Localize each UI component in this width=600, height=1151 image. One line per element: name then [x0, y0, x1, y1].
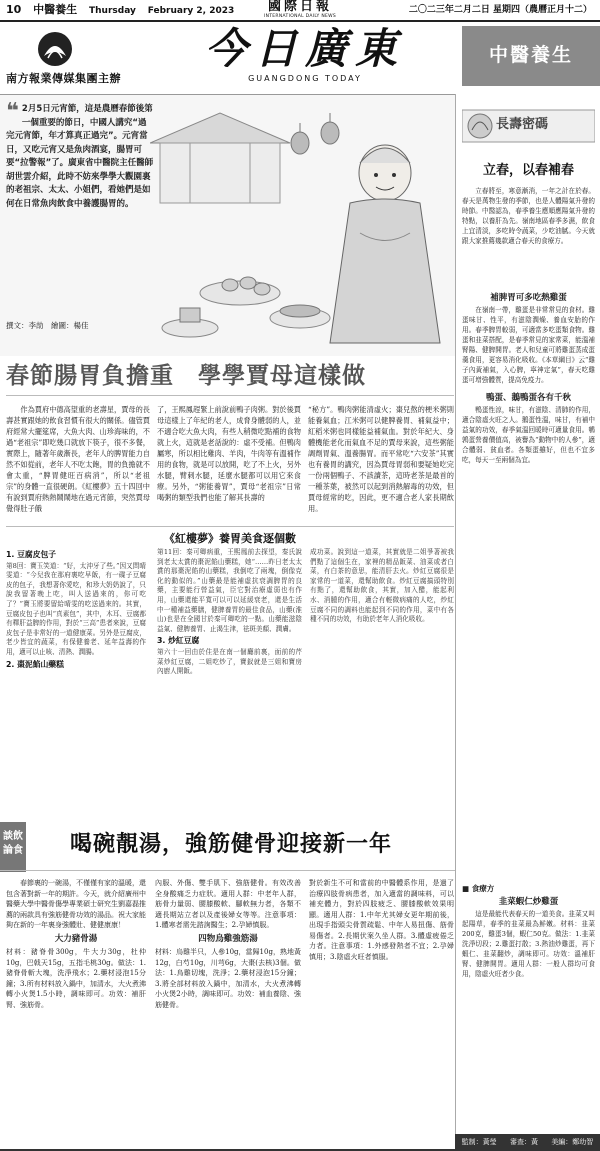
weekday: Thursday — [89, 6, 136, 16]
sidebar-label-3-text: 食療方 — [471, 884, 495, 893]
hlm-col-2-text: 第11回：秦可卿病重，王熙鳳前去探望，秦氏說到老太太賞的棗泥餡山藥糕，她“……昨日老太太賞的那棗泥餡的山藥糕，我倒吃了兩塊，倒像克化的動似的。”山藥最是能補虛抗衰調脾胃的良藥，主要能行營益氣，臣它對治療虛弱也有作用，山藥還能平寬可以可以延緩衰老，還是生活中一種補益藥膳，健脾養胃的最佳食品，山藥(淮山)也是在全國甘於秦可卿吃的一點。山藥能滋陰益氣、健脾養胃、止渴生津，祛斑美顏、潤膚。 — [157, 548, 302, 633]
hlm-sub-3: 3. 炒紅豆腐 — [157, 636, 200, 646]
soup-col-3-text: 對於新生不可和當前的中醫體系作用，是過了治療四肢骨病患者，加入適當的調味料，可以補充體力，對於四肢疲乏、腰膝酸軟效果明顯。適用人群：1.中年尤其婦女更年期前後，出現手指頭尖骨質疏鬆、中年人易扭傷、筋骨易傷者。2.長期伏案久坐人群。3.體虛疲倦乏力者。注意事項：1.外感發熱者不宜；2.孕婦慎用；3.陰虛火旺者慎服。 — [309, 879, 454, 961]
sidebar — [455, 94, 600, 1134]
footer-checker: 審查：黃 — [509, 1137, 538, 1146]
logo-text: 南方報業傳媒集團主辦 — [6, 72, 121, 85]
sidebar-body-1: 在嶺南一帶，雞蛋是非常常見的食材。雞蛋味甘、性平，有滋陰潤燥、養血安胎的作用。春季脾胃較弱，可適當多吃蛋類食物。雞蛋和韭菜搭配，是春季常見的家常菜，能溫補腎陽、健脾開胃。老人和兒童可將雞蛋蒸成蛋羹食用，更容易消化吸收。《本草綱目》云“雞子內黃補氣，入心脾，寧神定氣”，春天吃雞蛋可增強體質，提高免疫力。 — [462, 306, 595, 384]
section-box: 中醫養生 — [462, 26, 600, 86]
newspaper-logo-icon — [22, 30, 88, 68]
soup-label: 談飲論食 — [0, 822, 26, 872]
hlm-sub-2: 2. 棗泥餡山藥糕 — [6, 659, 64, 669]
sidebar-sub-2: 鴨蛋、鵝鴨蛋各有千秋 — [485, 393, 571, 403]
soup-col-2 — [155, 878, 301, 1143]
sidebar-section-1 — [462, 290, 595, 610]
hlm-col-2b-text: 第六十一回由於住是在南一個廳前裏，面前的芹菜炒紅豆腐，二姐吃炒了，寶釵就是三姐和寶房內廚人開飯。 — [157, 647, 302, 676]
masthead-cn: 國際日報 — [267, 0, 332, 14]
hlm-col-3-text: 成功菜。說到這一道菜，其實就是二姐爭著被我們點了這個生在，家裡的精品飯菜、油菜或者白菜，有白茶的意思，能清肝去火。炒紅豆腐很是家常的一道菜，還幫助飲食。炒紅豆腐搞頭特別有點了，還幫助飲食，其實，加入醋，能起利水、消腫的作用，適合有輕微病痛的人吃，炒紅豆腐不同的調料也能起到不同的作用，菜中有各種不同的功效，有助於老年人消化吸收。 — [310, 548, 454, 624]
recipe-1-title: 大力豬骨湯 — [54, 933, 98, 944]
quote-icon: ❝ — [6, 99, 19, 124]
hlm-col-3 — [310, 548, 454, 818]
sidebar-body-3: 這是最能代表春天的一道美食。韭菜又叫起陽草，春季的韭菜最為鮮嫩。材料：韭菜200克，雞蛋3個，蝦仁50克。做法：1.韭菜洗淨切段；2.雞蛋打散；3.熱油炒雞蛋，再下蝦仁、韭菜翻炒，調味即可。功效：溫補肝腎、健脾開胃。適用人群：一般人群均可食用，陰虛火旺者少食。 — [462, 910, 595, 978]
hlm-col-2 — [157, 548, 302, 818]
grandmother-illustration-icon — [150, 103, 450, 348]
main-col-1 — [6, 404, 150, 522]
main-col-3-text: “秘方”。鴨肉粥能清虛火；棗兒熬的梗米粥則能養氣血；江米粥可以健脾養胃、補氣益中；紅稻米粥也同樣能益補氣血。對於年紀大、身體機能老化而氣血不足的賈母來說，這些粥能調劑胃氣、溫養腸胃。而平常吃“六安茶”其實也有養胃的講究，因為賈母胃弱和要疑她吃完一份兩個鴨子、不該讀茶，這時老茶是最首的一種茶葉，被然可以起到消熱解毒的功效，但賈母經常的吃，因此，更不適合老人家長期飲用。 — [308, 405, 454, 513]
sidebar-sub-3: 韭菜蝦仁炒雞蛋 — [498, 897, 559, 907]
masthead — [250, 0, 350, 20]
date-en: February 2, 2023 — [147, 6, 235, 16]
hlm-title: 《紅樓夢》養胃美食逐個數 — [6, 526, 454, 547]
soup-headline: 喝碗靚湯，強筋健骨迎接新一年 — [70, 831, 393, 857]
main-col-2-text: 了，王熙鳳趕緊上前說前鴨子肉粥。對於後賈母這樣上了年紀的老人，成脅身體弱的人，並不適合吃大魚大肉，有些人稍微吃點補的食物就上火，這就是老話說的：虛不受補。但鴨肉屬寒，所以相比雞肉、羊肉，牛肉等有溫補作用的食物，就是可以放開，吃了不上火，另外水腿，臂刺水腿，延麼水腿都可以用它來食療。另外，“粥能養胃”，賈母“老祖宗”日常喝粥的類型我們也能了解其長壽的 — [157, 405, 301, 502]
brand-title — [170, 22, 440, 92]
footer-proof: 美編：鄭幼智 — [551, 1137, 594, 1146]
page-number: 10 — [6, 3, 22, 16]
brand-name: 今日廣東 — [204, 24, 405, 73]
recipe-2-title: 四物烏雞強筋湯 — [198, 933, 258, 944]
recipe-2-body: 材料：烏雞半只，人參10g，當歸10g，熟地黃12g，白芍10g，川芎6g，大棗(去核)3個。做法：1.烏雞切塊，洗淨；2.藥材浸泡15分鐘；3.將全部材料放入鍋中，加清水，大火煮沸轉小火煲2小時，調味即可。功效：補血養陰、強筋健骨。 — [155, 948, 301, 1009]
divider — [0, 870, 455, 871]
sidebar-title: 立春，以春補春 — [482, 163, 574, 178]
page-info — [6, 3, 242, 18]
hero-lead-text: 2月5日元宵節，這是農曆春節後第一個重要的節日，中國人講究“過完元宵節，年才算真正過完”。元宵當日，又吃元宵又是魚肉酒宴，腸胃可要“拉警報”了。廣東省中醫院主任醫師胡世雲介紹，此時不妨來學學大觀園裏的老祖宗、太太、小姐們，看她們是如何在日常魚肉飲食中養護腸胃的。 — [6, 104, 154, 209]
hero-lead — [6, 99, 154, 211]
soup-col-2-text: 內服、外傷、雙手肌下、強筋健骨。有效改善全身酸痛乏力症狀。適用人群：中老年人群，筋骨力量弱、腰膝酸軟、腳軟無力者，各類不適長期站立者以及產後婦女等等。注意事項：1.體寒者需先諮詢醫生；2.孕婦慎服。 — [155, 879, 301, 929]
brand-en: GUANGDONG TODAY — [248, 74, 362, 83]
page-section: 中醫養生 — [33, 3, 78, 16]
footer-bar — [455, 1134, 600, 1151]
main-col-3 — [308, 404, 454, 522]
main-col-1-text: 作為賈府中德高望重的老壽星，賈母的長壽甚實跟她的飲食習慣有很大的關係。儘管賈府經常大擺筵席，大魚大肉、山珍海味的，不過“老祖宗”即吃幾口就放下筷子，很不多餐，實際上，隨著年歲漸長，老年人的脾胃能力自然不如從前，老年人不吃太飽，胃的負擔就不會太重，“脾胃健旺百病消”，所以“老祖宗”的身體一直很硬朗。《紅樓夢》五十四回中有說到賈府熱熱鬧鬧地在過元宵節，突然賈母覺得肚子餓 — [6, 405, 150, 513]
hero-credit: 撰文：李劼 繪圖：楊佳 — [6, 321, 89, 330]
sidebar-sub-1: 補脾胃可多吃熱雞蛋 — [490, 293, 567, 303]
main-headline: 春節腸胃負擔重 學學賈母這樣做 — [6, 360, 454, 396]
sidebar-intro — [462, 186, 595, 286]
footer-editor: 監制：黃瑩 — [461, 1137, 497, 1146]
hlm-sub-1: 1. 豆腐皮包子 — [6, 550, 57, 559]
hero — [0, 94, 455, 356]
soup-intro: 春節裏的一碗湯，不僅僅有家的溫暖，還包含著對新一年的期許。今天，就介紹廣州中醫藥大學中醫骨傷學專業碩士研究生劉嘉磊推薦的兩款具有強筋健骨功效的湯品。祝大家能夠在新的一年裏身強體壯、健健康康！ — [6, 879, 146, 929]
top-bar — [0, 0, 600, 22]
sidebar-intro-text: 立春將至，寒意漸消，一年之計在於春。春天是萬物生發的季節，也是人體陽氣升發的時節。中醫認為，春季養生應順應陽氣升發的特點，以養肝為先。嶺南地區春季多濕，飲食上宜清淡，多吃時令蔬菜，少吃油膩。今天就跟大家推薦幾款適合春天的食療方。 — [462, 187, 595, 245]
masthead-en: INTERNATIONAL DAILY NEWS — [263, 14, 337, 19]
sidebar-banner-text: 長壽密碼 — [496, 117, 549, 132]
sidebar-section-2 — [462, 884, 595, 1124]
soup-col-1 — [6, 878, 146, 1143]
sidebar-label-3: ■ 食療方 — [462, 884, 495, 893]
hlm-col-1-text: 第8回：寶玉笑道：“好，太沖牙了些。”因又問晴雯道：“今兒我在那府裏吃早飯，有一碟子豆腐皮的包子，我想著你愛吃，和珍大奶奶說了，只說我留著晚上吃，叫人送過來的，你可吃了？”寶玉將要留給晴雯的吃送過來的。其實，豆腐皮包子也叫“真素包”，其中，木耳、豆腐都有釋肝益脾的作用，對於“三高”患者來說，豆腐皮包子是非常好的一道健康菜。另外是豆腐皮，老少皆宜的蔬菜，有保健養老、延年益壽的作用，適可以止咳、清熱、潤腸。 — [6, 561, 146, 656]
hlm-col-1 — [6, 548, 146, 818]
recipe-1-body: 材料：豬脊骨300g，牛大力30g，杜仲10g，巴戟天15g，五指毛桃30g。做法：1.豬脊骨斬大塊，洗淨飛水；2.藥材浸泡15分鐘；3.所有材料放入鍋中，加清水，大火煮沸轉小火煲1.5小時，調味即可。功效：補肝腎、強筋骨。 — [6, 948, 146, 1009]
sidebar-body-2: 鴨蛋性涼，味甘，有滋陰、清肺的作用，適合陰虛火旺之人。鵝蛋性溫，味甘，有補中益氣的功效，春季氣溫回暖時可適量食用。鵪鶉蛋營養價值高，被譽為“動物中的人參”，適合體弱、貧血者。各類蛋雖好，但也不宜多吃，每天一至兩個為宜。 — [462, 406, 595, 464]
main-col-2 — [157, 404, 301, 522]
date-cn: 二〇二三年二月二日 星期四（農曆正月十二） — [408, 5, 592, 15]
soup-col-3 — [309, 878, 454, 1143]
